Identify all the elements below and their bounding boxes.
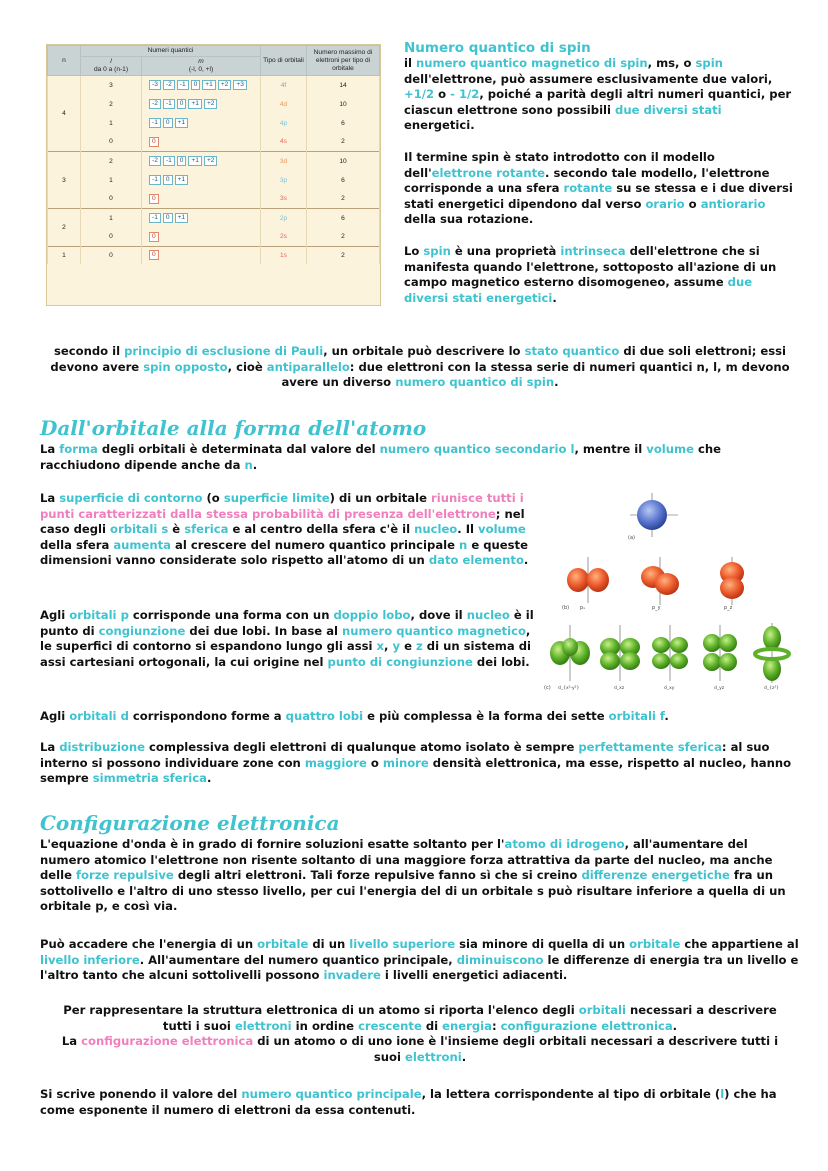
text-segment: antiorario bbox=[700, 196, 766, 211]
text-segment: Agli bbox=[40, 608, 70, 622]
text-segment: z bbox=[415, 639, 423, 654]
cell-m bbox=[142, 152, 261, 171]
text-segment: : due elettroni con la stessa serie di numeri quantici n, l, m devono avere un diverso bbox=[281, 359, 790, 390]
spin-paragraph-1 bbox=[404, 56, 794, 134]
p-label-y: p_y bbox=[652, 605, 661, 611]
m-value-box: -1 bbox=[149, 118, 161, 128]
pauli-paragraph bbox=[40, 344, 800, 391]
m-value-box: 0 bbox=[191, 80, 201, 90]
cell-tipo: 4f bbox=[261, 76, 307, 95]
text-segment: spin bbox=[695, 56, 723, 70]
cell-tipo: 3p bbox=[261, 171, 307, 190]
cell-max: 2 bbox=[307, 228, 380, 247]
text-segment: o bbox=[684, 196, 701, 211]
section-title-orbital-shape: Dall'orbitale alla forma dell'atomo bbox=[40, 416, 427, 440]
m-value-box: 0 bbox=[163, 175, 173, 185]
text-segment: perfettamente sferica bbox=[578, 740, 722, 754]
text-segment: su se stessa e i due diversi stati energetici dipendono dal verso bbox=[404, 181, 793, 211]
text-segment: . Il bbox=[457, 522, 479, 537]
text-segment: quattro lobi bbox=[285, 709, 364, 723]
p-orbitals-group bbox=[562, 557, 744, 611]
text-segment: della sua rotazione. bbox=[404, 212, 534, 227]
text-segment: orbitale bbox=[257, 937, 309, 951]
p-orbital-x bbox=[567, 557, 609, 603]
config-definition-block bbox=[55, 1003, 785, 1065]
text-segment: orario bbox=[645, 196, 685, 211]
cell-l: 0 bbox=[81, 247, 142, 264]
text-segment: o bbox=[434, 87, 451, 102]
m-value-box: 0 bbox=[177, 156, 187, 166]
text-segment: di un atomo o di uno ione è l'insieme degli orbitali necessari a descrivere tutti i suoi bbox=[253, 1034, 779, 1064]
cell-l: 3 bbox=[81, 76, 142, 95]
text-segment: forma bbox=[59, 442, 98, 456]
text-segment: n bbox=[459, 537, 468, 552]
cell-m bbox=[142, 95, 261, 114]
text-segment: forze repulsive bbox=[76, 868, 174, 883]
m-value-box: +1 bbox=[175, 213, 189, 223]
m-value-box: 0 bbox=[149, 232, 159, 242]
text-segment: La bbox=[40, 442, 60, 456]
text-segment: principio di esclusione di Pauli bbox=[124, 344, 324, 358]
text-segment: , le superfici di contorno si espandono lungo gli assi bbox=[40, 623, 531, 654]
text-segment: che appartiene al bbox=[680, 937, 799, 951]
text-segment: è bbox=[168, 522, 185, 537]
m-value-box: +2 bbox=[218, 80, 232, 90]
text-segment: che racchiudono dipende anche da bbox=[40, 442, 722, 472]
header-group: Numeri quantici bbox=[81, 46, 261, 57]
text-segment: , un orbitale può descrivere lo bbox=[323, 344, 525, 358]
text-segment: di bbox=[421, 1018, 443, 1033]
text-segment: orbitali f bbox=[608, 709, 665, 723]
m-value-box: +3 bbox=[233, 80, 247, 90]
cell-l: 0 bbox=[81, 133, 142, 152]
text-segment: due diversi stati energetici bbox=[404, 275, 753, 305]
text-segment: - 1/2 bbox=[450, 87, 480, 102]
text-segment: è una proprietà bbox=[450, 243, 561, 258]
text-segment: spin opposto bbox=[143, 359, 228, 374]
s-orbital bbox=[637, 500, 667, 530]
cell-tipo: 4p bbox=[261, 114, 307, 133]
d-label-1: d_{x²-y²} bbox=[558, 686, 580, 691]
text-segment: dei lobi. bbox=[472, 654, 530, 669]
s-orbital-group bbox=[628, 493, 678, 541]
text-segment: punto di congiunzione bbox=[327, 654, 473, 669]
text-segment: atomo di idrogeno bbox=[504, 837, 625, 851]
figure-label-a: (a) bbox=[628, 535, 635, 541]
text-segment: è il punto di bbox=[40, 608, 534, 638]
d-orbitals-group bbox=[544, 623, 789, 691]
m-value-box: 0 bbox=[149, 250, 159, 260]
cell-m bbox=[142, 133, 261, 152]
cell-max: 2 bbox=[307, 247, 380, 264]
cell-max: 6 bbox=[307, 171, 380, 190]
text-segment: . bbox=[552, 290, 557, 305]
text-segment: , cioè bbox=[227, 359, 267, 374]
table-row bbox=[48, 95, 380, 114]
cell-m bbox=[142, 209, 261, 228]
text-segment: dei due lobi. In base al bbox=[185, 623, 343, 638]
cell-n: 4 bbox=[48, 76, 81, 152]
text-segment: , ms, o bbox=[647, 56, 696, 70]
config-paragraph-5 bbox=[40, 1087, 800, 1118]
text-segment: sferica bbox=[184, 522, 229, 537]
quantum-numbers-table bbox=[46, 44, 381, 306]
section-title-configuration: Configurazione elettronica bbox=[40, 811, 340, 835]
text-segment: ) di un orbitale bbox=[329, 491, 431, 505]
text-segment: . bbox=[523, 553, 529, 568]
text-segment: y bbox=[392, 639, 401, 654]
text-segment: orbitali bbox=[578, 1003, 627, 1017]
text-segment: antiparallelo bbox=[266, 359, 350, 374]
text-segment: L'equazione d'onda è in grado di fornire soluzioni esatte soltanto per l' bbox=[40, 837, 505, 851]
d-orbital-3 bbox=[652, 625, 688, 681]
text-segment: orbitali p bbox=[69, 608, 129, 622]
p-orbital-z bbox=[720, 557, 744, 605]
text-segment: elettrone rotante bbox=[431, 165, 545, 180]
table-row bbox=[48, 190, 380, 209]
cell-max: 14 bbox=[307, 76, 380, 95]
m-value-box: +1 bbox=[175, 175, 189, 185]
text-segment: secondo il bbox=[53, 344, 125, 358]
text-segment: e al centro della sfera c'è il bbox=[228, 522, 415, 537]
text-segment: La bbox=[40, 740, 60, 754]
text-segment: dell'elettrone che si manifesta quando l'elettrone, sottoposto all'azione di un campo magnetico esterno disomogeneo, assume bbox=[404, 243, 777, 290]
table-row bbox=[48, 209, 380, 228]
cell-n: 1 bbox=[48, 247, 81, 264]
header-l: l da 0 a (n-1) bbox=[81, 57, 142, 76]
text-segment: energia bbox=[442, 1018, 492, 1033]
text-segment: di un sistema di assi cartesiani ortogonali, la cui origine nel bbox=[40, 639, 532, 669]
text-segment: o bbox=[366, 755, 383, 770]
m-value-box: +1 bbox=[188, 99, 202, 109]
text-segment: . bbox=[461, 1049, 467, 1064]
text-segment: La bbox=[61, 1034, 82, 1049]
cell-max: 6 bbox=[307, 114, 380, 133]
text-segment: il bbox=[404, 56, 416, 70]
m-value-box: 0 bbox=[149, 137, 159, 147]
text-segment: orbitale bbox=[629, 937, 681, 951]
d-orbital-1 bbox=[550, 625, 590, 681]
text-segment: intrinseca bbox=[560, 243, 626, 258]
config-paragraph-1 bbox=[40, 837, 800, 915]
text-segment: di due soli elettroni; essi devono avere bbox=[50, 344, 787, 374]
text-segment: livello inferiore bbox=[40, 952, 140, 967]
text-segment: . All'aumentare del numero quantico principale, bbox=[139, 952, 457, 967]
table-row bbox=[48, 228, 380, 247]
cell-m bbox=[142, 190, 261, 209]
text-segment: congiunzione bbox=[98, 623, 186, 638]
text-segment: Agli bbox=[40, 709, 70, 723]
text-segment: numero quantico magnetico di spin bbox=[415, 56, 648, 70]
text-segment: elettroni bbox=[405, 1049, 462, 1064]
cell-m bbox=[142, 114, 261, 133]
cell-l: 1 bbox=[81, 171, 142, 190]
cell-m bbox=[142, 76, 261, 95]
text-segment: configurazione elettronica bbox=[500, 1018, 673, 1033]
text-segment: necessari a descrivere tutti i suoi bbox=[162, 1003, 777, 1033]
text-segment: configurazione elettronica bbox=[81, 1034, 254, 1049]
text-segment: due diversi stati bbox=[615, 102, 722, 117]
text-segment: , la lettera corrispondente al tipo di orbitale ( bbox=[421, 1087, 721, 1101]
header-tipo: Tipo di orbitali bbox=[261, 46, 307, 76]
m-value-box: -2 bbox=[149, 99, 161, 109]
m-value-box: 0 bbox=[163, 118, 173, 128]
cell-tipo: 4s bbox=[261, 133, 307, 152]
cell-l: 1 bbox=[81, 209, 142, 228]
text-segment: Per rappresentare la struttura elettronica di un atomo si riporta l'elenco degli bbox=[63, 1003, 579, 1017]
text-segment: x bbox=[376, 639, 385, 654]
text-segment: riunisce tutti i punti caratterizzati dalla stessa probabilità di presenza dell'elettrone bbox=[40, 491, 524, 521]
cell-tipo: 1s bbox=[261, 247, 307, 264]
text-segment: n bbox=[244, 457, 253, 472]
text-segment: diminuiscono bbox=[456, 952, 544, 967]
text-segment: numero quantico magnetico bbox=[342, 623, 526, 638]
text-segment: degli altri elettroni. Tali forze repulsive fanno sì che si creino bbox=[173, 868, 582, 883]
text-segment: corrispondono forme a bbox=[128, 709, 286, 723]
text-segment: doppio lobo bbox=[333, 608, 411, 622]
spin-paragraph-3 bbox=[404, 244, 794, 306]
table-row bbox=[48, 114, 380, 133]
d-orbital-4 bbox=[703, 625, 737, 681]
m-value-box: -2 bbox=[149, 156, 161, 166]
shape-paragraph-3 bbox=[40, 608, 545, 670]
text-segment: stato quantico bbox=[524, 344, 620, 358]
cell-tipo: 3d bbox=[261, 152, 307, 171]
p-orbital-y bbox=[641, 557, 679, 605]
text-segment: crescente bbox=[358, 1018, 422, 1033]
text-segment: dell'elettrone, può assumere esclusivamente due valori, bbox=[404, 71, 773, 86]
m-value-box: -1 bbox=[163, 99, 175, 109]
p-label-x: pₓ bbox=[580, 605, 586, 611]
d-label-2: d_xz bbox=[614, 686, 625, 691]
cell-tipo: 3s bbox=[261, 190, 307, 209]
spin-title: Numero quantico di spin bbox=[404, 40, 591, 56]
text-segment: l bbox=[720, 1087, 725, 1101]
table-row bbox=[48, 247, 380, 264]
text-segment: aumenta bbox=[113, 537, 171, 552]
table-row bbox=[48, 133, 380, 152]
text-segment: sia minore di quella di un bbox=[455, 937, 630, 951]
cell-n: 2 bbox=[48, 209, 81, 247]
text-segment: minore bbox=[382, 755, 429, 770]
header-n: n bbox=[48, 46, 81, 76]
text-segment: . bbox=[554, 375, 559, 390]
text-segment: , poiché a parità degli altri numeri quantici, per ciascun elettrone sono possibili bbox=[404, 87, 792, 117]
text-segment: in ordine bbox=[291, 1018, 359, 1033]
cell-m bbox=[142, 171, 261, 190]
header-m: m (-l, 0, +l) bbox=[142, 57, 261, 76]
text-segment: , mentre il bbox=[574, 442, 647, 456]
text-segment: . bbox=[252, 457, 258, 472]
text-segment: le differenze di energia tra un livello e l'altro tanto che alcuni sottolivelli possono bbox=[40, 952, 799, 983]
text-segment: livello superiore bbox=[349, 937, 456, 951]
shape-paragraph-2 bbox=[40, 491, 545, 569]
cell-m bbox=[142, 247, 261, 264]
text-segment: e più complessa è la forma dei sette bbox=[363, 709, 609, 723]
text-segment: Lo bbox=[404, 243, 424, 258]
text-segment: fra un sottolivello e l'altro di uno stesso livello, per cui l'energia del di un orbitale s può risultare inferiore a quella di un orbitale p, e così via. bbox=[40, 868, 786, 914]
config-paragraph-3 bbox=[55, 1003, 785, 1034]
shape-paragraph-4 bbox=[40, 709, 800, 725]
figure-label-c: (c) bbox=[544, 685, 551, 691]
cell-l: 1 bbox=[81, 114, 142, 133]
text-segment: (o bbox=[202, 491, 224, 505]
text-segment: della sfera bbox=[40, 537, 114, 552]
cell-n: 3 bbox=[48, 152, 81, 209]
text-segment: ; nel caso degli bbox=[40, 506, 525, 537]
text-segment: degli orbitali è determinata dal valore del bbox=[97, 442, 380, 456]
m-value-box: +1 bbox=[175, 118, 189, 128]
table-row bbox=[48, 76, 380, 95]
config-paragraph-4 bbox=[55, 1034, 785, 1065]
m-value-box: +1 bbox=[188, 156, 202, 166]
text-segment: differenze energetiche bbox=[581, 868, 730, 883]
table-row bbox=[48, 171, 380, 190]
text-segment: di un bbox=[308, 937, 350, 951]
m-value-box: -2 bbox=[163, 80, 175, 90]
text-segment: al crescere del numero quantico principale bbox=[171, 537, 460, 552]
header-max: Numero massimo di elettroni per tipo di orbitale bbox=[307, 46, 380, 76]
text-segment: . bbox=[664, 709, 669, 723]
text-segment: superficie limite bbox=[223, 491, 330, 505]
cell-l: 0 bbox=[81, 190, 142, 209]
m-value-box: +2 bbox=[204, 156, 218, 166]
d-orbital-5 bbox=[755, 623, 789, 683]
text-segment: , bbox=[384, 639, 393, 654]
m-value-box: 0 bbox=[149, 194, 159, 204]
text-segment: . bbox=[672, 1018, 678, 1033]
m-value-box: 0 bbox=[163, 213, 173, 223]
d-label-5: d_{z²} bbox=[764, 686, 779, 691]
text-segment: spin bbox=[423, 243, 451, 258]
text-segment: , all'aumentare del numero atomico l'elettrone non risente soltanto di una maggiore forza attrattiva da parte del nucleo, ma anche delle bbox=[40, 837, 773, 883]
text-segment: dato elemento bbox=[428, 553, 524, 568]
text-segment: Si scrive ponendo il valore del bbox=[40, 1087, 242, 1101]
m-value-box: -1 bbox=[163, 156, 175, 166]
cell-l: 2 bbox=[81, 152, 142, 171]
d-label-3: d_xy bbox=[664, 686, 675, 691]
text-segment: . secondo tale modello, l'elettrone corrisponde a una sfera bbox=[404, 165, 770, 196]
m-value-box: -3 bbox=[149, 80, 161, 90]
table-row bbox=[48, 152, 380, 171]
text-segment: rotante bbox=[563, 181, 613, 196]
spin-section bbox=[404, 40, 794, 306]
table-body bbox=[48, 76, 380, 264]
cell-l: 2 bbox=[81, 95, 142, 114]
text-segment: : al suo interno si possono individuare zone con bbox=[40, 740, 770, 770]
text-segment: : bbox=[491, 1018, 501, 1033]
cell-tipo: 4d bbox=[261, 95, 307, 114]
quantum-table bbox=[47, 45, 380, 264]
cell-l: 0 bbox=[81, 228, 142, 247]
text-segment: orbitali d bbox=[69, 709, 129, 723]
m-value-box: -1 bbox=[149, 213, 161, 223]
text-segment: numero quantico principale bbox=[241, 1087, 422, 1101]
text-segment: superficie di contorno bbox=[59, 491, 203, 505]
cell-max: 2 bbox=[307, 133, 380, 152]
text-segment: simmetria sferica bbox=[92, 771, 207, 786]
cell-max: 6 bbox=[307, 209, 380, 228]
text-segment: La bbox=[40, 491, 60, 505]
cell-tipo: 2s bbox=[261, 228, 307, 247]
text-segment: volume bbox=[646, 442, 694, 456]
text-segment: complessiva degli elettroni di qualunque atomo isolato è sempre bbox=[145, 740, 579, 754]
text-segment: invadere bbox=[323, 968, 381, 983]
cell-max: 10 bbox=[307, 152, 380, 171]
text-segment: volume bbox=[478, 522, 526, 537]
text-segment: numero quantico secondario l bbox=[379, 442, 575, 456]
cell-tipo: 2p bbox=[261, 209, 307, 228]
figure-label-b: (b) bbox=[562, 605, 570, 611]
m-value-box: -1 bbox=[177, 80, 189, 90]
spin-paragraph-2 bbox=[404, 150, 794, 228]
text-segment: nucleo bbox=[414, 522, 458, 537]
cell-m bbox=[142, 228, 261, 247]
text-segment: , dove il bbox=[410, 608, 467, 622]
text-segment: elettroni bbox=[234, 1018, 292, 1033]
text-segment: numero quantico di spin bbox=[395, 375, 555, 390]
text-segment: energetici. bbox=[404, 118, 475, 133]
text-segment: orbitali s bbox=[110, 522, 169, 537]
text-segment: distribuzione bbox=[59, 740, 146, 754]
text-segment: e bbox=[400, 639, 416, 654]
orbital-shapes-figure bbox=[540, 485, 802, 695]
text-segment: densità elettronica, ma esse, rispetto al nucleo, hanno sempre bbox=[40, 755, 792, 786]
m-value-box: 0 bbox=[177, 99, 187, 109]
text-segment: . bbox=[206, 771, 212, 786]
m-value-box: -1 bbox=[149, 175, 161, 185]
shape-paragraph-1 bbox=[40, 442, 790, 473]
d-orbital-2 bbox=[600, 625, 640, 681]
m-value-box: +1 bbox=[202, 80, 216, 90]
text-segment: +1/2 bbox=[404, 87, 435, 102]
text-segment: maggiore bbox=[304, 755, 367, 770]
text-segment: e queste dimensioni vanno considerate solo rispetto all'atomo di un bbox=[40, 537, 528, 568]
config-paragraph-2 bbox=[40, 937, 800, 984]
m-value-box: +2 bbox=[204, 99, 218, 109]
text-segment: Può accadere che l'energia di un bbox=[40, 937, 258, 951]
d-label-4: d_yz bbox=[714, 686, 725, 691]
text-segment: Il termine spin è stato introdotto con il modello dell' bbox=[404, 149, 715, 180]
text-segment: nucleo bbox=[466, 608, 510, 622]
cell-max: 2 bbox=[307, 190, 380, 209]
p-label-z: p_z bbox=[724, 605, 733, 611]
cell-max: 10 bbox=[307, 95, 380, 114]
text-segment: i livelli energetici adiacenti. bbox=[380, 968, 568, 983]
text-segment: ) che ha come esponente il numero di elettroni da essa contenuti. bbox=[40, 1087, 777, 1117]
shape-paragraph-5 bbox=[40, 740, 800, 787]
text-segment: corrisponde una forma con un bbox=[128, 608, 334, 622]
